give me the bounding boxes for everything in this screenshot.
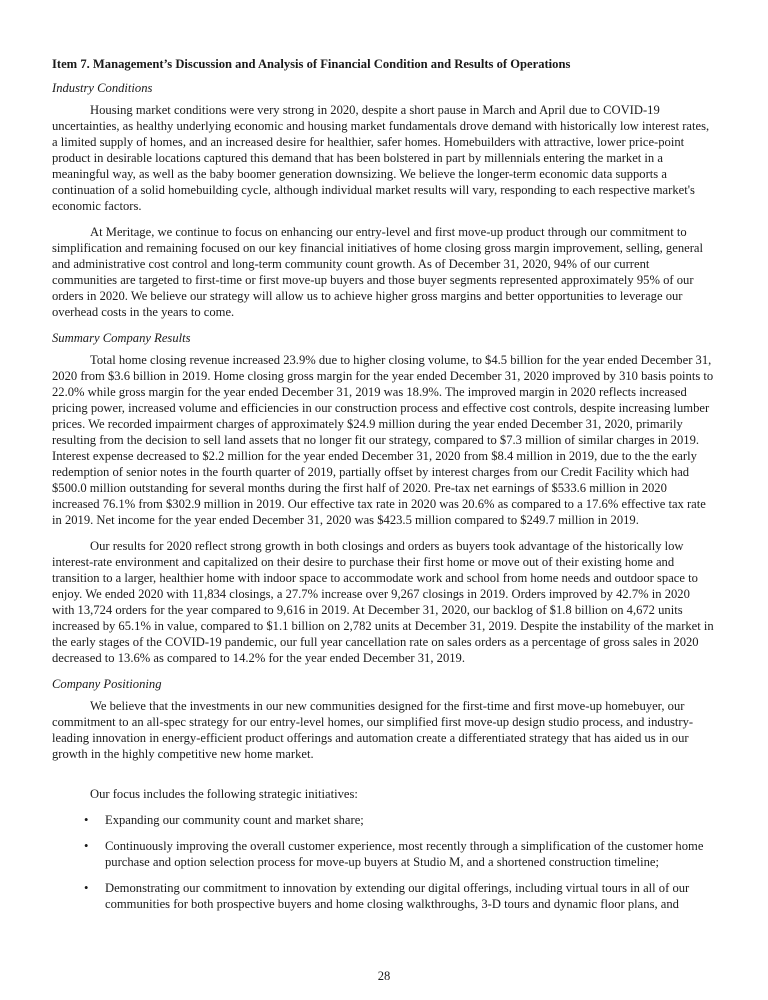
list-item (52, 880, 714, 912)
paragraph: At Meritage, we continue to focus on enhancing our entry-level and first move-up product through our commitment to simplification and remaining focused on our key financial initiatives of home closing gross margin improvement, selling, general and administrative cost control and long-term community count growth. As of December 31, 2020, 94% of our current communities are targeted to first-time or first move-up buyers and those buyer segments represented approximately 95% of our orders in 2020. We believe our strategy will allow us to achieve higher gross margins and better opportunities to leverage our overhead costs in the years to come. (52, 225, 703, 319)
strategic-initiatives-list (52, 812, 714, 912)
list-item-text: Expanding our community count and market share; (105, 813, 364, 827)
paragraph: Housing market conditions were very strong in 2020, despite a short pause in March and April due to COVID-19 uncertainties, as healthy underlying economic and housing market fundamentals drove demand with historically low interest rates, a limited supply of homes, and an increased desire for healthier, safer homes. Homebuilders with attractive, lower price-point product in desirable locations captured this demand that has been bolstered in part by millennials entering the market in a meaningful way, as well as the baby boomer generation downsizing. We believe the longer-term economic data supports a continuation of a solid homebuilding cycle, although individual market results will vary, responding to each respective market's economic factors. (52, 103, 710, 213)
bullet-icon: • (84, 813, 89, 827)
paragraph: Our results for 2020 reflect strong growth in both closings and orders as buyers took advantage of the historically low interest-rate environment and capitalized on their desire to purchase their first home or move out of their existing home and transition to a larger, healthier home with indoor space to accommodate work and school from home needs and outdoor space to enjoy. We ended 2020 with 11,834 closings, a 27.7% increase over 9,267 closings in 2019. Orders improved by 42.7% in 2020 with 13,724 orders for the year compared to 9,616 in 2019. At December 31, 2020, our backlog of $1.8 billion on 4,672 units increased by 65.1% in value, compared to $1.1 billion on 2,782 units at December 31, 2019. Despite the instability of the market in the early stages of the COVID-19 pandemic, our full year cancellation rate on sales orders as a percentage of gross sales in 2020 decreased to 13.6% as compared to 14.2% for the year ended December 31, 2019. (52, 539, 714, 665)
focus-intro: Our focus includes the following strategic initiatives: (90, 787, 358, 801)
subheading-company-positioning: Company Positioning (52, 677, 162, 691)
subheading-summary-company-results: Summary Company Results (52, 331, 191, 345)
list-item (52, 838, 714, 870)
document-page (52, 56, 714, 922)
list-item (52, 812, 714, 828)
page-number: 28 (377, 969, 391, 983)
bullet-icon: • (84, 839, 89, 853)
bullet-icon: • (84, 881, 89, 895)
paragraph: We believe that the investments in our new communities designed for the first-time and first move-up homebuyer, our commitment to an all-spec strategy for our entry-level homes, our simplified first move-up design studio process, and industry-leading innovation in energy-efficient product offerings and automation create a differentiated strategy that has aided us in our growth in the highly competitive new home market. (52, 699, 694, 761)
list-item-text: Continuously improving the overall customer experience, most recently through a simplification of the customer home purchase and option selection process for move-up buyers at Studio M, and a shortened construction timeline; (105, 839, 704, 869)
section-heading: Item 7. Management’s Discussion and Analysis of Financial Condition and Results of Operations (52, 57, 571, 71)
list-item-text: Demonstrating our commitment to innovation by extending our digital offerings, including virtual tours in all of our communities for both prospective buyers and home closing walkthroughs, 3-D tours and dynamic floor plans, and (105, 881, 690, 911)
subheading-industry-conditions: Industry Conditions (52, 81, 153, 95)
paragraph: Total home closing revenue increased 23.9% due to higher closing volume, to $4.5 billion for the year ended December 31, 2020 from $3.6 billion in 2019. Home closing gross margin for the year ended December 31, 2020 improved by 310 basis points to 22.0% while gross margin for the year ended December 31, 2019 was 18.9%. The improved margin in 2020 reflects increased pricing power, increased volume and efficiencies in our construction process and effective cost controls, despite increasing lumber prices. We recorded impairment charges of approximately $24.9 million during the year ended December 31, 2020, primarily resulting from the decision to sell land assets that no longer fit our strategy, compared to $7.3 million of similar charges in 2019. Interest expense decreased to $2.2 million for the year ended December 31, 2020 from $8.4 million in 2019, due to the the early redemption of senior notes in the fourth quarter of 2019, partially offset by interest charges from our Credit Facility which had $500.0 million outstanding for several months during the first half of 2020. Pre-tax net earnings of $533.6 million in 2020 increased 76.1% from $302.9 million in 2019. Our effective tax rate in 2020 was 20.6% as compared to a 17.6% effective tax rate in 2019. Net income for the year ended December 31, 2020 was $423.5 million compared to $249.7 million in 2019. (52, 353, 714, 527)
